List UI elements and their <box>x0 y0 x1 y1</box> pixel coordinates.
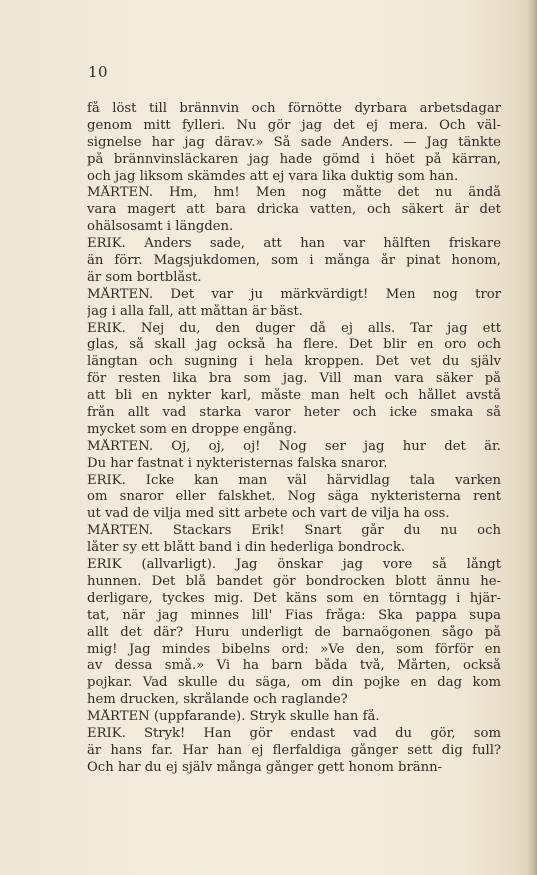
text-line: ut vad de vilja med sitt arbete och vart de vilja ha oss. <box>87 506 450 522</box>
text-line: ERIK. Nej du, den duger då ej alls. Tar jag ett <box>87 320 501 336</box>
text-line: ERIK. Icke kan man väl härvidlag tala varken <box>87 472 501 488</box>
text-line: MÅRTEN. Hm, hm! Men nog måtte det nu ändå <box>87 185 501 201</box>
text-line: MÅRTEN. Stackars Erik! Snart går du nu och <box>87 523 501 539</box>
text-line: av dessa små.» Vi ha barn båda två, Mårten, också <box>87 658 501 674</box>
text-line: MÅRTEN. Oj, oj, oj! Nog ser jag hur det är. <box>87 438 501 454</box>
text-line: hunnen. Det blå bandet gör bondrocken blott ännu he- <box>87 573 501 589</box>
text-line: genom mitt fylleri. Nu gör jag det ej mera. Och väl- <box>87 117 501 133</box>
text-line: Du har fastnat i nykteristernas falska snaror. <box>87 455 388 471</box>
text-line: för resten lika bra som jag. Vill man vara säker på <box>87 371 501 387</box>
text-line: än förr. Magsjukdomen, som i många år pinat honom, <box>87 253 501 269</box>
text-line: Och har du ej själv många gånger gett honom bränn- <box>87 759 443 775</box>
text-line: att bli en nykter karl, måste man helt och hållet avstå <box>87 388 501 404</box>
text-line: från allt vad starka varor heter och icke smaka så <box>87 405 501 421</box>
text-line: hem drucken, skrålande och raglande? <box>87 692 348 708</box>
text-line: längtan och sugning i hela kroppen. Det vet du själv <box>87 354 501 370</box>
text-line: MÅRTEN. Det var ju märkvärdigt! Men nog tror <box>87 286 501 302</box>
text-line: på brännvinsläckaren jag hade gömd i höet på kärran, <box>87 151 501 167</box>
text-line: ohälsosamt i längden. <box>87 219 234 235</box>
text-line: ERIK. Anders sade, att han var hälften friskare <box>87 236 501 252</box>
text-line: få löst till brännvin och förnötte dyrbara arbetsdagar <box>87 101 501 116</box>
text-line: mig! Jag mindes bibelns ord: »Ve den, som förför en <box>87 641 501 657</box>
page-number: 10 <box>88 63 109 81</box>
text-line: tat, när jag minnes lill' Fias fråga: Ska pappa supa <box>87 607 501 623</box>
text-line: vara magert att bara dricka vatten, och säkert är det <box>87 202 501 218</box>
text-line: om snaror eller falskhet. Nog säga nykteristerna rent <box>87 489 501 505</box>
text-line: pojkar. Vad skulle du säga, om din pojke en dag kom <box>87 675 501 691</box>
text-line: låter sy ett blått band i din hederliga bondrock. <box>87 540 406 556</box>
text-line: är hans far. Har han ej flerfaldiga gånger sett dig full? <box>87 742 501 758</box>
text-line: mycket som en droppe engång. <box>87 421 297 437</box>
text-line: derligare, tyckes mig. Det käns som en törntagg i hjär- <box>87 590 501 606</box>
text-line: allt det där? Huru underligt de barnaögonen sågo på <box>87 624 501 640</box>
text-line: är som bortblåst. <box>87 269 202 285</box>
body-text <box>87 101 501 777</box>
text-line: jag i alla fall, att måttan är bäst. <box>87 303 303 319</box>
text-line: signelse har jag därav.» Så sade Anders. — Jag tänkte <box>87 134 501 150</box>
text-line: MÅRTEN (uppfarande). Stryk skulle han få. <box>87 709 380 725</box>
text-line: ERIK (allvarligt). Jag önskar jag vore så långt <box>87 557 501 573</box>
text-line: glas, så skall jag också ha flere. Det blir en oro och <box>87 337 501 353</box>
page-edge-shadow <box>527 0 537 875</box>
text-line: och jag liksom skämdes att ej vara lika duktig som han. <box>87 168 459 184</box>
text-line: ERIK. Stryk! Han gör endast vad du gör, som <box>87 725 501 741</box>
